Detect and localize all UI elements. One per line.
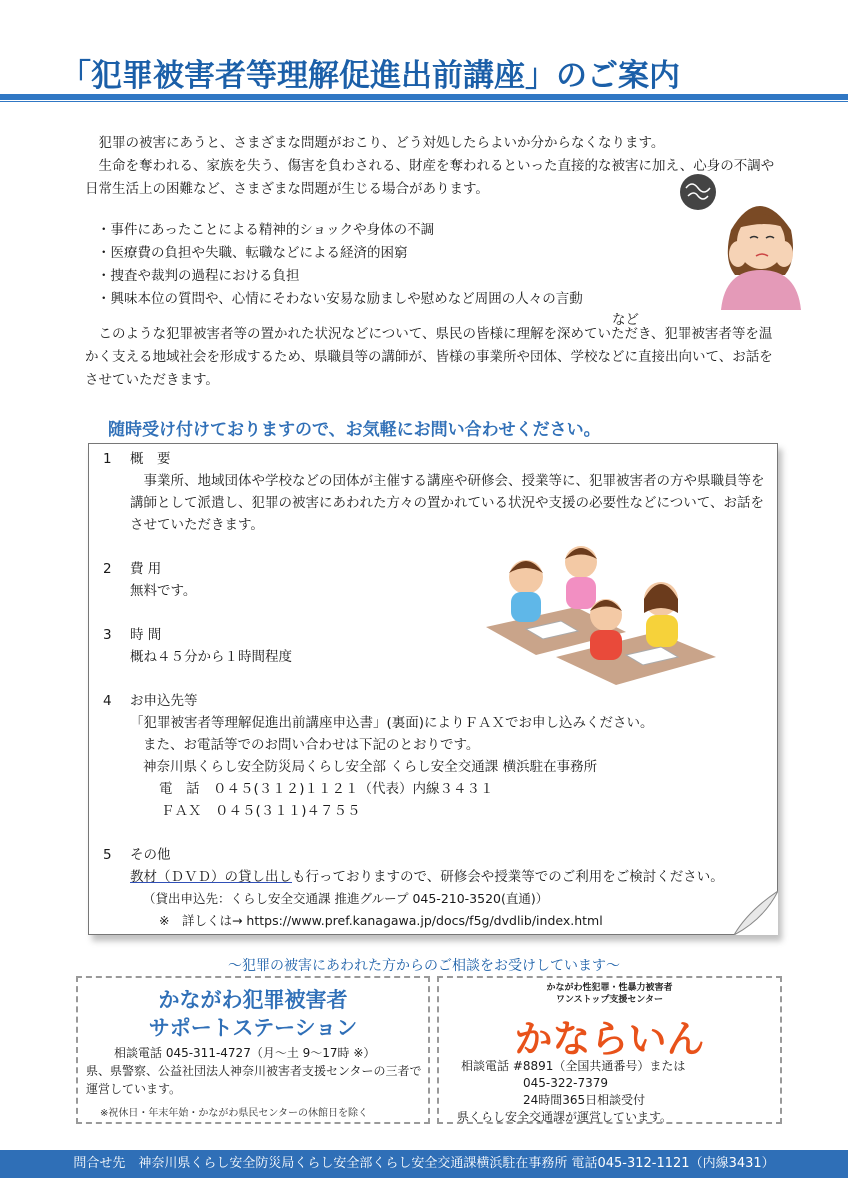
support-station-title-line2: サポートステーション (148, 1016, 358, 1040)
office-fax: ＦＡＸ ０４５(３１１)４７５５ (161, 803, 361, 819)
section-heading: 費 用 (130, 561, 162, 577)
section-cost-body: 無料です。 (130, 583, 197, 599)
support-station-phone: 相談電話 045-311-4727（月～土 9～17時 ※） (114, 1046, 376, 1060)
support-station-title (78, 986, 428, 1042)
office-name: 神奈川県くらし安全防災局くらし安全部 くらし安全交通課 横浜駐在事務所 (143, 759, 598, 775)
kanaraine-footer: 県くらし安全交通課が運営しています。 (457, 1110, 673, 1124)
kanaraine-subtitle-line1: かながわ性犯罪・性暴力被害者 (546, 983, 673, 993)
title-rule-thin (0, 101, 848, 102)
section-number: 4 (103, 693, 112, 709)
detail-url[interactable]: ※ 詳しくは→ https://www.pref.kanagawa.jp/docs/f5g/dvdlib/index.html (159, 913, 603, 928)
bullet-item: ・捜査や裁判の過程における負担 (97, 268, 300, 284)
section-apply-heading (103, 690, 771, 712)
office-phone: 電 話 ０４５(３１２)１１２１（代表）内線３４３１ (159, 781, 494, 797)
page-fold (734, 891, 778, 935)
section-heading: その他 (130, 847, 171, 863)
intro-paragraph: 生命を奪われる、家族を失う、傷害を負わされる、財産を奪われるといった直接的な被害に加え、心身の不調や日常生活上の困難など、さまざまな問題が生じる場合があります。 (85, 158, 775, 197)
section-number: 2 (103, 561, 112, 577)
section-overview-heading (103, 448, 771, 470)
footer-contact: 問合せ先 神奈川県くらし安全防災局くらし安全部くらし安全交通課横浜駐在事務所 電話045-312-1121（内線3431） (0, 1150, 848, 1178)
kanaraine-subtitle (439, 982, 780, 1006)
lending-contact: （貸出申込先：くらし安全交通課 推進グループ 045-210-3520(直通)） (143, 891, 549, 906)
kanaraine-info (461, 1058, 771, 1109)
section-other-heading (103, 844, 771, 866)
bullet-end: など (612, 312, 639, 328)
section-overview-body: 事業所、地域団体や学校などの団体が主催する講座や研修会、授業等に、犯罪被害者の方や県職員等を講師として派遣し、犯罪の被害にあわれた方々の置かれている状況や支援の必要性などについて、お話をさせていただきます。 (130, 473, 765, 533)
section-apply-line2: また、お電話等でのお問い合わせは下記のとおりです。 (143, 737, 480, 753)
closing-paragraph (85, 323, 775, 392)
contact-banner: 随時受け付けておりますので、お気軽にお問い合わせください。 (108, 420, 601, 440)
bullet-item: ・医療費の負担や失職、転職などによる経済的困窮 (97, 245, 408, 261)
section-number: 3 (103, 627, 112, 643)
kanaraine-logo: かならいん (514, 1017, 705, 1061)
info-box (88, 443, 778, 935)
section-heading: 時 間 (130, 627, 162, 643)
kanaraine-phone2: 045-322-7379 (523, 1076, 609, 1090)
section-other-body (103, 866, 771, 888)
consult-banner: ～犯罪の被害にあわれた方からのご相談をお受けしています～ (228, 958, 620, 974)
support-station-card (76, 976, 430, 1124)
section-apply-line1: 「犯罪被害者等理解促進出前講座申込書」(裏面)によりＦＡＸでお申し込みください。 (130, 715, 654, 731)
children-studying-illustration (486, 537, 726, 687)
bullet-item: ・事件にあったことによる精神的ショックや身体の不調 (97, 222, 435, 238)
support-station-note: ※祝休日・年末年始・かながわ県民センターの休館日を除く (100, 1108, 368, 1119)
section-heading: お申込先等 (130, 693, 198, 709)
intro (85, 132, 775, 201)
kanaraine-phone1: 相談電話 #8891（全国共通番号）または (461, 1059, 686, 1073)
section-other-text: も行っておりますので、研修会や授業等でのご利用をご検討ください。 (292, 869, 724, 885)
section-heading: 概 要 (130, 451, 171, 467)
worried-woman-illustration (676, 170, 806, 310)
support-station-desc: 県、県警察、公益社団法人神奈川被害者支援センターの三者で運営しています。 (86, 1064, 422, 1096)
section-time-body: 概ね４５分から１時間程度 (130, 649, 292, 665)
kanaraine-card (437, 976, 782, 1124)
support-station-title-line1: かながわ犯罪被害者 (158, 988, 348, 1012)
kanaraine-hours: 24時間365日相談受付 (523, 1093, 646, 1107)
title-rule (0, 94, 848, 100)
support-station-info (86, 1044, 424, 1098)
section-number: 1 (103, 451, 112, 467)
page-title: 「犯罪被害者等理解促進出前講座」のご案内 (60, 58, 680, 94)
dvd-lending-link[interactable]: 教材（ＤＶＤ）の貸し出し (130, 869, 292, 885)
bullet-list (97, 219, 667, 332)
closing-text: このような犯罪被害者等の置かれた状況などについて、県民の皆様に理解を深めていただき、犯罪被害者等を温かく支える地域社会を形成するため、県職員等の講師が、皆様の事業所や団体、学校などに直接出向いて、お話をさせていただきます。 (85, 326, 773, 388)
section-number: 5 (103, 847, 112, 863)
intro-paragraph: 犯罪の被害にあうと、さまざまな問題がおこり、どう対処したらよいか分からなくなります。 (98, 135, 665, 151)
bullet-item: ・興味本位の質問や、心情にそわない安易な励ましや慰めなど周囲の人々の言動 (97, 291, 583, 307)
kanaraine-subtitle-line2: ワンストップ支援センター (555, 995, 664, 1005)
